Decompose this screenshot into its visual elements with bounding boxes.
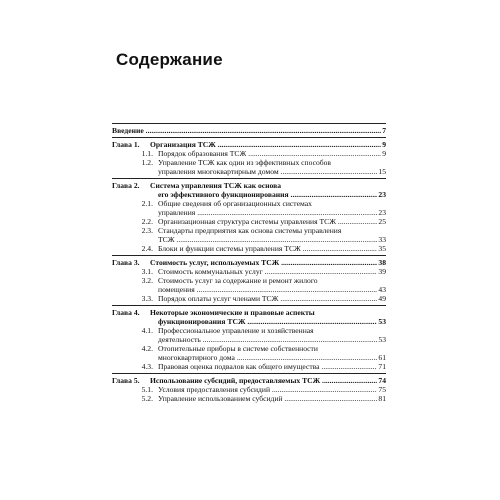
toc-section-title: многоквартирного дома ..... xyxy=(158,353,377,362)
toc-section-title: Стоимость коммунальных услуг ..... xyxy=(158,267,377,276)
toc-section-title: помещения ..... xyxy=(158,285,377,294)
toc-section[interactable] xyxy=(112,385,386,394)
toc-chapter-title: функционирования ТСЖ ..... xyxy=(158,317,377,326)
toc-section[interactable] xyxy=(112,235,386,244)
toc-section[interactable] xyxy=(112,344,386,353)
toc-chapter xyxy=(112,138,386,178)
toc-entry-page: 7 xyxy=(382,126,386,135)
toc-chapter-heading[interactable] xyxy=(112,317,386,326)
toc-chapters xyxy=(112,137,386,405)
toc-entry-page: 74 xyxy=(378,376,386,385)
toc-chapter-label: Глава 3. xyxy=(112,258,140,267)
toc-chapter xyxy=(112,374,386,405)
toc-section-title: Стоимость услуг за содержание и ремонт жилого xyxy=(158,276,318,285)
toc-entry-page: 9 xyxy=(382,149,386,158)
toc-entry[interactable] xyxy=(112,126,386,135)
toc-entry-page: 49 xyxy=(378,294,386,303)
toc-section-number: 1.1. xyxy=(141,149,153,158)
toc-section-title: деятельность ..... xyxy=(158,335,377,344)
toc-section[interactable] xyxy=(112,267,386,276)
toc-section-title: Порядок оплаты услуг членами ТСЖ ..... xyxy=(158,294,377,303)
toc-chapter-heading[interactable] xyxy=(112,308,386,317)
toc-entry-page: 33 xyxy=(378,235,386,244)
toc-entry-page: 35 xyxy=(378,244,386,253)
toc-section[interactable] xyxy=(112,335,386,344)
toc-chapter xyxy=(112,179,386,255)
toc-section-number: 4.2. xyxy=(141,344,153,353)
toc-section-title: Блоки и функции системы управления ТСЖ ..... xyxy=(158,244,377,253)
toc-section[interactable] xyxy=(112,362,386,371)
page-title: Содержание xyxy=(116,50,223,69)
toc-section[interactable] xyxy=(112,326,386,335)
toc-entry-page: 25 xyxy=(378,217,386,226)
toc-chapter xyxy=(112,256,386,305)
toc-section[interactable] xyxy=(112,394,386,403)
toc-section-title: Организационная структура системы управления ТСЖ ..... xyxy=(158,217,377,226)
toc-entry-page: 53 xyxy=(378,317,386,326)
toc-entry-page: 23 xyxy=(378,208,386,217)
toc-chapter-title: Некоторые экономические и правовые аспекты xyxy=(150,308,315,317)
toc-entry-page: 38 xyxy=(378,258,386,267)
toc-section-title: управления ..... xyxy=(158,208,377,217)
toc-entry-page: 81 xyxy=(378,394,386,403)
toc-section-title: Порядок образования ТСЖ ..... xyxy=(158,149,381,158)
toc-section[interactable] xyxy=(112,167,386,176)
toc-section[interactable] xyxy=(112,226,386,235)
toc-section[interactable] xyxy=(112,353,386,362)
toc-section-title: ТСЖ ..... xyxy=(158,235,377,244)
toc-chapter-heading[interactable] xyxy=(112,140,386,149)
toc-section-title: управления многоквартирным домом ..... xyxy=(158,167,377,176)
toc-section-number: 2.4. xyxy=(141,244,153,253)
toc-chapter-heading[interactable] xyxy=(112,181,386,190)
toc-section-title: Управление ТСЖ как один из эффективных способов xyxy=(158,158,331,167)
toc-entry-page: 75 xyxy=(378,385,386,394)
toc-chapter-title: его эффективного функционирования ..... xyxy=(158,190,377,199)
toc-section[interactable] xyxy=(112,208,386,217)
toc-entry-page: 53 xyxy=(378,335,386,344)
toc-section[interactable] xyxy=(112,285,386,294)
toc-section[interactable] xyxy=(112,276,386,285)
toc-entry-page: 15 xyxy=(378,167,386,176)
toc-chapter-label: Глава 1. xyxy=(112,140,140,149)
toc-chapter-label: Глава 4. xyxy=(112,308,140,317)
toc-section-number: 2.2. xyxy=(141,217,153,226)
toc-entry-page: 23 xyxy=(378,190,386,199)
toc-chapter-title: Организация ТСЖ ..... xyxy=(150,140,381,149)
toc-intro xyxy=(112,124,386,137)
toc-chapter-title: Система управления ТСЖ как основа xyxy=(150,181,282,190)
toc-section[interactable] xyxy=(112,149,386,158)
toc-section[interactable] xyxy=(112,244,386,253)
toc-section[interactable] xyxy=(112,199,386,208)
toc-section-number: 1.2. xyxy=(141,158,153,167)
toc-section-number: 5.1. xyxy=(141,385,153,394)
toc-section-title: Управление использованием субсидий ..... xyxy=(158,394,377,403)
toc-section-number: 2.3. xyxy=(141,226,153,235)
toc-chapter xyxy=(112,306,386,373)
table-of-contents xyxy=(112,123,386,405)
toc-entry-page: 39 xyxy=(378,267,386,276)
toc-chapter-heading[interactable] xyxy=(112,258,386,267)
toc-section-title: Профессиональное управление и хозяйственная xyxy=(158,326,314,335)
toc-chapter-title: Стоимость услуг, используемых ТСЖ ..... xyxy=(150,258,377,267)
toc-section[interactable] xyxy=(112,217,386,226)
toc-entry-page: 9 xyxy=(382,140,386,149)
toc-section-number: 3.3. xyxy=(141,294,153,303)
toc-entry-page: 43 xyxy=(378,285,386,294)
toc-section[interactable] xyxy=(112,158,386,167)
toc-entry-page: 71 xyxy=(378,362,386,371)
toc-chapter-title: Использование субсидий, предоставляемых ТСЖ ..... xyxy=(150,376,377,385)
toc-section-number: 5.2. xyxy=(141,394,153,403)
toc-section-title: Условия предоставления субсидий ..... xyxy=(158,385,377,394)
toc-chapter-label: Глава 2. xyxy=(112,181,140,190)
toc-section-number: 4.1. xyxy=(141,326,153,335)
toc-section-number: 2.1. xyxy=(141,199,153,208)
toc-entry-page: 61 xyxy=(378,353,386,362)
toc-section-title: Стандарты предприятия как основа системы управления xyxy=(158,226,342,235)
toc-section[interactable] xyxy=(112,294,386,303)
toc-chapter-heading[interactable] xyxy=(112,190,386,199)
toc-chapter-label: Глава 5. xyxy=(112,376,140,385)
toc-entry-title: Введение ..... xyxy=(112,126,381,135)
toc-section-number: 3.1. xyxy=(141,267,153,276)
toc-section-title: Правовая оценка подвалов как общего имущества ..... xyxy=(158,362,377,371)
toc-section-title: Общие сведения об организационных системах xyxy=(158,199,312,208)
toc-section-number: 3.2. xyxy=(141,276,153,285)
toc-section-title: Отопительные приборы в системе собственности xyxy=(158,344,318,353)
toc-chapter-heading[interactable] xyxy=(112,376,386,385)
toc-section-number: 4.3. xyxy=(141,362,153,371)
